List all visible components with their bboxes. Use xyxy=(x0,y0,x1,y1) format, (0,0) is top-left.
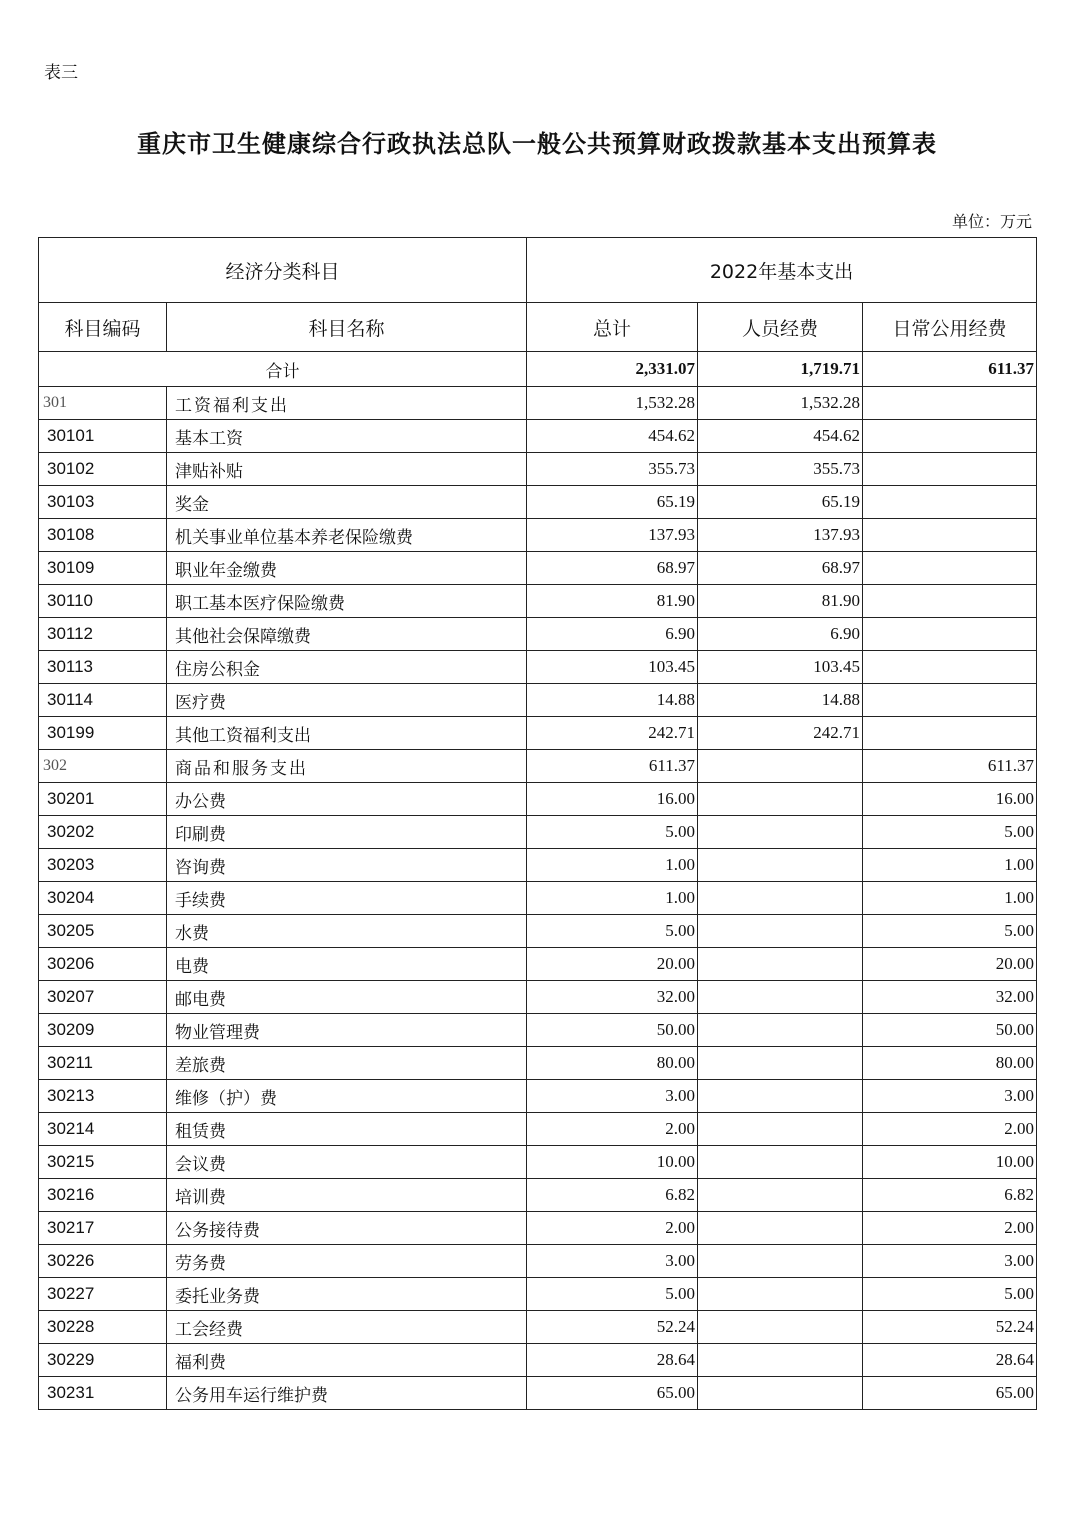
code-cell: 302 xyxy=(39,750,167,783)
public-cell: 5.00 xyxy=(863,1278,1037,1311)
personnel-cell xyxy=(698,1311,863,1344)
total-cell: 355.73 xyxy=(527,453,698,486)
name-cell: 津贴补贴 xyxy=(167,453,527,486)
personnel-cell xyxy=(698,1179,863,1212)
personnel-cell xyxy=(698,1344,863,1377)
total-cell: 6.82 xyxy=(527,1179,698,1212)
public-cell: 50.00 xyxy=(863,1014,1037,1047)
public-cell: 1.00 xyxy=(863,882,1037,915)
public-cell: 52.24 xyxy=(863,1311,1037,1344)
table-row xyxy=(39,915,1037,948)
personnel-cell: 68.97 xyxy=(698,552,863,585)
header-code: 科目编码 xyxy=(39,303,167,352)
personnel-cell xyxy=(698,1146,863,1179)
total-cell: 20.00 xyxy=(527,948,698,981)
total-cell: 5.00 xyxy=(527,915,698,948)
name-cell: 职工基本医疗保险缴费 xyxy=(167,585,527,618)
personnel-cell xyxy=(698,948,863,981)
name-cell: 机关事业单位基本养老保险缴费 xyxy=(167,519,527,552)
table-row xyxy=(39,1113,1037,1146)
code-cell: 30217 xyxy=(39,1212,167,1245)
personnel-cell xyxy=(698,849,863,882)
name-cell: 住房公积金 xyxy=(167,651,527,684)
code-cell: 30114 xyxy=(39,684,167,717)
total-cell: 242.71 xyxy=(527,717,698,750)
header-2022-basic-expenditure: 2022年基本支出 xyxy=(527,238,1037,303)
total-cell: 5.00 xyxy=(527,816,698,849)
public-cell: 65.00 xyxy=(863,1377,1037,1410)
total-cell: 3.00 xyxy=(527,1080,698,1113)
code-cell: 30226 xyxy=(39,1245,167,1278)
table-row xyxy=(39,585,1037,618)
name-cell: 劳务费 xyxy=(167,1245,527,1278)
table-row xyxy=(39,849,1037,882)
total-cell: 65.00 xyxy=(527,1377,698,1410)
code-cell: 30204 xyxy=(39,882,167,915)
code-cell: 30108 xyxy=(39,519,167,552)
public-cell xyxy=(863,453,1037,486)
table-row xyxy=(39,387,1037,420)
table-row xyxy=(39,420,1037,453)
code-cell: 30209 xyxy=(39,1014,167,1047)
table-row xyxy=(39,1179,1037,1212)
public-cell xyxy=(863,717,1037,750)
public-cell: 10.00 xyxy=(863,1146,1037,1179)
public-cell: 611.37 xyxy=(863,750,1037,783)
name-cell: 其他工资福利支出 xyxy=(167,717,527,750)
table-row xyxy=(39,750,1037,783)
public-cell xyxy=(863,651,1037,684)
table-row xyxy=(39,948,1037,981)
total-label: 合计 xyxy=(39,352,527,387)
total-cell: 16.00 xyxy=(527,783,698,816)
total-cell: 68.97 xyxy=(527,552,698,585)
public-cell xyxy=(863,420,1037,453)
name-cell: 商品和服务支出 xyxy=(167,750,527,783)
personnel-cell: 65.19 xyxy=(698,486,863,519)
code-cell: 30228 xyxy=(39,1311,167,1344)
total-cell: 137.93 xyxy=(527,519,698,552)
code-cell: 30199 xyxy=(39,717,167,750)
total-cell: 32.00 xyxy=(527,981,698,1014)
personnel-cell xyxy=(698,1245,863,1278)
table-row xyxy=(39,816,1037,849)
name-cell: 其他社会保障缴费 xyxy=(167,618,527,651)
total-public: 611.37 xyxy=(863,352,1037,387)
table-row xyxy=(39,1311,1037,1344)
total-cell: 10.00 xyxy=(527,1146,698,1179)
code-cell: 30214 xyxy=(39,1113,167,1146)
personnel-cell: 137.93 xyxy=(698,519,863,552)
name-cell: 基本工资 xyxy=(167,420,527,453)
name-cell: 职业年金缴费 xyxy=(167,552,527,585)
personnel-cell xyxy=(698,915,863,948)
table-row xyxy=(39,684,1037,717)
table-row xyxy=(39,1146,1037,1179)
code-cell: 30227 xyxy=(39,1278,167,1311)
personnel-cell xyxy=(698,1080,863,1113)
public-cell xyxy=(863,552,1037,585)
public-cell xyxy=(863,585,1037,618)
public-cell: 1.00 xyxy=(863,849,1037,882)
personnel-cell: 14.88 xyxy=(698,684,863,717)
header-economic-category: 经济分类科目 xyxy=(39,238,527,303)
code-cell: 30113 xyxy=(39,651,167,684)
personnel-cell xyxy=(698,1377,863,1410)
total-cell: 52.24 xyxy=(527,1311,698,1344)
name-cell: 奖金 xyxy=(167,486,527,519)
name-cell: 差旅费 xyxy=(167,1047,527,1080)
code-cell: 30206 xyxy=(39,948,167,981)
name-cell: 邮电费 xyxy=(167,981,527,1014)
total-cell: 1.00 xyxy=(527,882,698,915)
total-cell: 28.64 xyxy=(527,1344,698,1377)
sheet-label: 表三 xyxy=(44,63,78,83)
code-cell: 30215 xyxy=(39,1146,167,1179)
personnel-cell: 454.62 xyxy=(698,420,863,453)
code-cell: 30211 xyxy=(39,1047,167,1080)
table-row xyxy=(39,981,1037,1014)
public-cell: 5.00 xyxy=(863,816,1037,849)
code-cell: 30103 xyxy=(39,486,167,519)
total-cell: 103.45 xyxy=(527,651,698,684)
personnel-cell xyxy=(698,1212,863,1245)
total-cell: 1,532.28 xyxy=(527,387,698,420)
total-cell: 6.90 xyxy=(527,618,698,651)
page-title: 重庆市卫生健康综合行政执法总队一般公共预算财政拨款基本支出预算表 xyxy=(137,129,937,158)
table-row xyxy=(39,486,1037,519)
personnel-cell: 1,532.28 xyxy=(698,387,863,420)
total-cell: 80.00 xyxy=(527,1047,698,1080)
table-row xyxy=(39,1212,1037,1245)
total-cell: 3.00 xyxy=(527,1245,698,1278)
public-cell: 32.00 xyxy=(863,981,1037,1014)
table-row xyxy=(39,618,1037,651)
code-cell: 30205 xyxy=(39,915,167,948)
name-cell: 培训费 xyxy=(167,1179,527,1212)
name-cell: 租赁费 xyxy=(167,1113,527,1146)
name-cell: 印刷费 xyxy=(167,816,527,849)
total-cell: 65.19 xyxy=(527,486,698,519)
public-cell xyxy=(863,387,1037,420)
table-row xyxy=(39,552,1037,585)
total-personnel: 1,719.71 xyxy=(698,352,863,387)
unit-label: 单位：万元 xyxy=(951,212,1032,231)
personnel-cell xyxy=(698,783,863,816)
name-cell: 会议费 xyxy=(167,1146,527,1179)
code-cell: 30110 xyxy=(39,585,167,618)
code-cell: 30109 xyxy=(39,552,167,585)
code-cell: 30201 xyxy=(39,783,167,816)
public-cell: 80.00 xyxy=(863,1047,1037,1080)
table-row xyxy=(39,783,1037,816)
table-row xyxy=(39,519,1037,552)
total-cell: 454.62 xyxy=(527,420,698,453)
code-cell: 301 xyxy=(39,387,167,420)
personnel-cell xyxy=(698,981,863,1014)
name-cell: 工会经费 xyxy=(167,1311,527,1344)
code-cell: 30112 xyxy=(39,618,167,651)
public-cell xyxy=(863,519,1037,552)
personnel-cell: 355.73 xyxy=(698,453,863,486)
public-cell: 5.00 xyxy=(863,915,1037,948)
public-cell: 16.00 xyxy=(863,783,1037,816)
name-cell: 福利费 xyxy=(167,1344,527,1377)
public-cell: 3.00 xyxy=(863,1080,1037,1113)
total-cell: 611.37 xyxy=(527,750,698,783)
table-row xyxy=(39,1080,1037,1113)
total-cell: 14.88 xyxy=(527,684,698,717)
table-row xyxy=(39,1014,1037,1047)
public-cell xyxy=(863,684,1037,717)
table-row xyxy=(39,1245,1037,1278)
personnel-cell: 242.71 xyxy=(698,717,863,750)
total-cell: 2.00 xyxy=(527,1113,698,1146)
total-cell: 2.00 xyxy=(527,1212,698,1245)
table-row xyxy=(39,1377,1037,1410)
name-cell: 公务用车运行维护费 xyxy=(167,1377,527,1410)
public-cell: 6.82 xyxy=(863,1179,1037,1212)
total-cell: 81.90 xyxy=(527,585,698,618)
table-row xyxy=(39,453,1037,486)
code-cell: 30203 xyxy=(39,849,167,882)
public-cell: 2.00 xyxy=(863,1212,1037,1245)
code-cell: 30231 xyxy=(39,1377,167,1410)
total-total: 2,331.07 xyxy=(527,352,698,387)
code-cell: 30216 xyxy=(39,1179,167,1212)
total-cell: 1.00 xyxy=(527,849,698,882)
personnel-cell xyxy=(698,1278,863,1311)
table-row xyxy=(39,651,1037,684)
code-cell: 30102 xyxy=(39,453,167,486)
name-cell: 物业管理费 xyxy=(167,1014,527,1047)
name-cell: 维修（护）费 xyxy=(167,1080,527,1113)
public-cell xyxy=(863,486,1037,519)
total-cell: 5.00 xyxy=(527,1278,698,1311)
header-public: 日常公用经费 xyxy=(863,303,1037,352)
table-row xyxy=(39,1344,1037,1377)
total-row xyxy=(39,352,1037,387)
header-personnel: 人员经费 xyxy=(698,303,863,352)
name-cell: 工资福利支出 xyxy=(167,387,527,420)
personnel-cell xyxy=(698,1047,863,1080)
total-cell: 50.00 xyxy=(527,1014,698,1047)
header-total: 总计 xyxy=(527,303,698,352)
personnel-cell: 6.90 xyxy=(698,618,863,651)
name-cell: 咨询费 xyxy=(167,849,527,882)
public-cell: 3.00 xyxy=(863,1245,1037,1278)
code-cell: 30207 xyxy=(39,981,167,1014)
public-cell: 28.64 xyxy=(863,1344,1037,1377)
name-cell: 办公费 xyxy=(167,783,527,816)
budget-table xyxy=(38,237,1037,1410)
personnel-cell xyxy=(698,1014,863,1047)
name-cell: 电费 xyxy=(167,948,527,981)
personnel-cell xyxy=(698,882,863,915)
name-cell: 公务接待费 xyxy=(167,1212,527,1245)
table-row xyxy=(39,1047,1037,1080)
public-cell: 20.00 xyxy=(863,948,1037,981)
code-cell: 30213 xyxy=(39,1080,167,1113)
public-cell xyxy=(863,618,1037,651)
name-cell: 医疗费 xyxy=(167,684,527,717)
personnel-cell: 81.90 xyxy=(698,585,863,618)
code-cell: 30101 xyxy=(39,420,167,453)
public-cell: 2.00 xyxy=(863,1113,1037,1146)
code-cell: 30229 xyxy=(39,1344,167,1377)
personnel-cell xyxy=(698,1113,863,1146)
table-row xyxy=(39,882,1037,915)
code-cell: 30202 xyxy=(39,816,167,849)
name-cell: 手续费 xyxy=(167,882,527,915)
personnel-cell xyxy=(698,750,863,783)
name-cell: 水费 xyxy=(167,915,527,948)
personnel-cell: 103.45 xyxy=(698,651,863,684)
table-row xyxy=(39,717,1037,750)
name-cell: 委托业务费 xyxy=(167,1278,527,1311)
personnel-cell xyxy=(698,816,863,849)
header-name: 科目名称 xyxy=(167,303,527,352)
table-row xyxy=(39,1278,1037,1311)
